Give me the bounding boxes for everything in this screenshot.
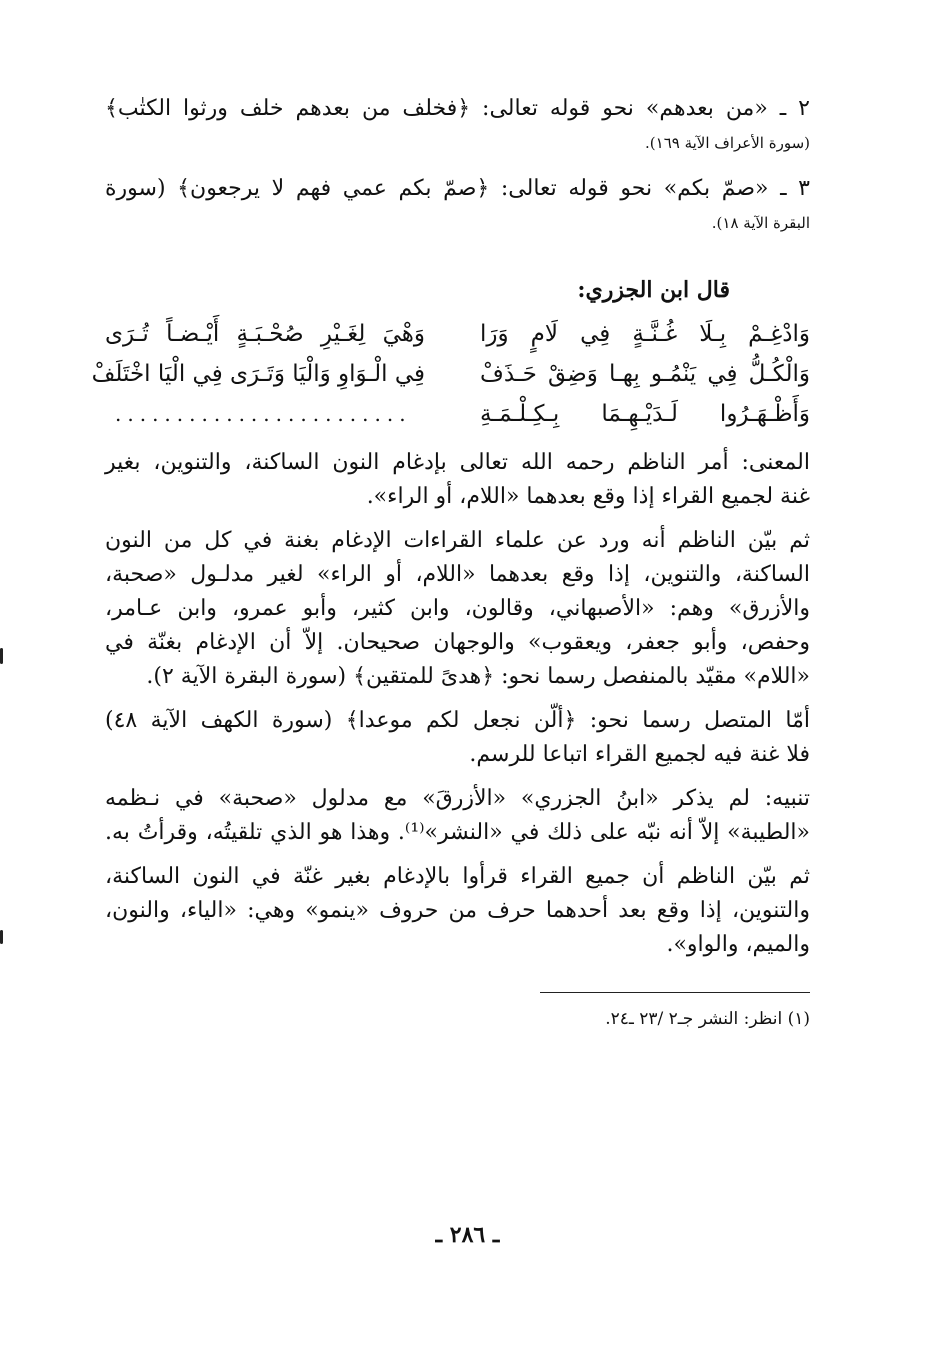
example-3-line-1: ٣ ـ «صمّ بكم» نحو قوله تعالى: ﴿صمّ بكم عمي فهم لا يرجعون﴾ (سورة	[105, 176, 810, 201]
paragraph-notice	[105, 782, 810, 850]
paragraph-yanmu	[105, 860, 810, 962]
example-2	[105, 92, 810, 160]
paragraph-connected	[105, 704, 810, 772]
paragraph-line: تنبيه: لم يذكر «ابنُ الجزري» «الأزرقَ» مع مدلول «صحبة» في نـظمه	[105, 786, 810, 811]
example-3	[105, 172, 810, 240]
poem	[91, 314, 810, 432]
paragraph-line: والتنوين، إذا وقع بعد أحدهما حرف من حروف «ينمو» وهي: «الياء، والنون،	[105, 898, 810, 923]
paragraph-line: غنة لجميع القراء إذا وقع بعدهما «اللام، أو الراء».	[366, 484, 810, 509]
poem-verse-1-first-half: وَادْغِـمْ بِـلَا غُـنَّـةٍ فِي لَامٍ وَرَا	[480, 321, 810, 347]
poem-verse-2-first-half: وَالْكُـلُّ فِي يَنْمُـو بِهـا وَضِقْ حَـذَفْ	[480, 361, 810, 387]
paragraph-line: والميم، والواو».	[666, 932, 810, 957]
poem-verse-1-second-half: وَهْيَ لِغَـيْرِ صُحْـبَـةٍ أَيْـضـاً تُـرَى	[105, 321, 425, 347]
paragraph-line: وحفص، وأبو جعفر، ويعقوب» والوجهان صحيحان. إلاّ أن الإدغام بغنّة في	[105, 630, 810, 655]
page-number: ـ ٢٨٦ ـ	[435, 1222, 500, 1248]
paragraph-line: ثم بيّن الناظم أنه ورد عن علماء القراءات الإدغام بغنة في كل من النون	[105, 528, 810, 553]
paragraph-nasal-assimilation	[105, 524, 810, 694]
page-body	[91, 92, 810, 1033]
example-2-line-1: ٢ ـ «من بعدهم» نحو قوله تعالى: ﴿فخلف من بعدهم خلف ورثوا الكتٰب﴾	[105, 96, 810, 121]
poem-verse-2-second-half: فِي الْـوَاوِ وَالْيَا وَتَـرَى فِي الْيَا اخْتَلَفْ	[91, 361, 425, 387]
paragraph-line: الساكنة، والتنوين، إذا وقع بعدهما «اللام، أو الراء» لغير مدلـول «صحبة،	[105, 562, 810, 587]
footnote: (١) انظر: النشر جـ٢ /٢٣ ـ٢٤.	[605, 1009, 810, 1029]
paragraph-meaning	[105, 446, 810, 514]
scan-edge-mark	[0, 648, 3, 664]
example-2-reference: (سورة الأعراف الآية ١٦٩).	[645, 134, 810, 152]
poem-ellipsis: ........................	[115, 402, 412, 426]
scan-edge-mark	[0, 930, 3, 944]
paragraph-line: «اللام» مقيّد بالمنفصل رسما نحو: ﴿هدىً للمتقين﴾ (سورة البقرة الآية ٢).	[146, 664, 810, 689]
footnote-divider	[540, 992, 810, 993]
paragraph-line: فلا غنة فيه لجميع القراء اتباعا للرسم.	[469, 742, 810, 767]
section-heading: قال ابن الجزري:	[577, 277, 730, 303]
paragraph-line: والأزرق» وهم: «الأصبهاني، وقالون، وابن كثير، وأبو عمرو، وابن عـامر،	[105, 596, 810, 621]
paragraph-line: أمّا المتصل رسما نحو: ﴿ألّن نجعل لكم موعدا﴾ (سورة الكهف الآية ٤٨)	[105, 708, 810, 733]
poem-verse-3-first-half: وَأَظْـهَـرُوا لَـدَيْـهِـمَا بِـكِـلْـمَـةِ	[480, 401, 810, 427]
paragraph-line: ثم بيّن الناظم أن جميع القراء قرأوا بالإدغام بغير غنّة في النون الساكنة،	[105, 864, 810, 889]
example-3-reference: البقرة الآية ١٨).	[711, 214, 810, 232]
paragraph-line: المعنى: أمر الناظم رحمه الله تعالى بإدغام النون الساكنة، والتنوين، بغير	[105, 450, 810, 475]
paragraph-line: «الطيبة» إلاّ أنه نبّه على ذلك في «النشر»⁽¹⁾. وهذا هو الذي تلقيتُه، وقرأتُ به.	[105, 820, 810, 845]
